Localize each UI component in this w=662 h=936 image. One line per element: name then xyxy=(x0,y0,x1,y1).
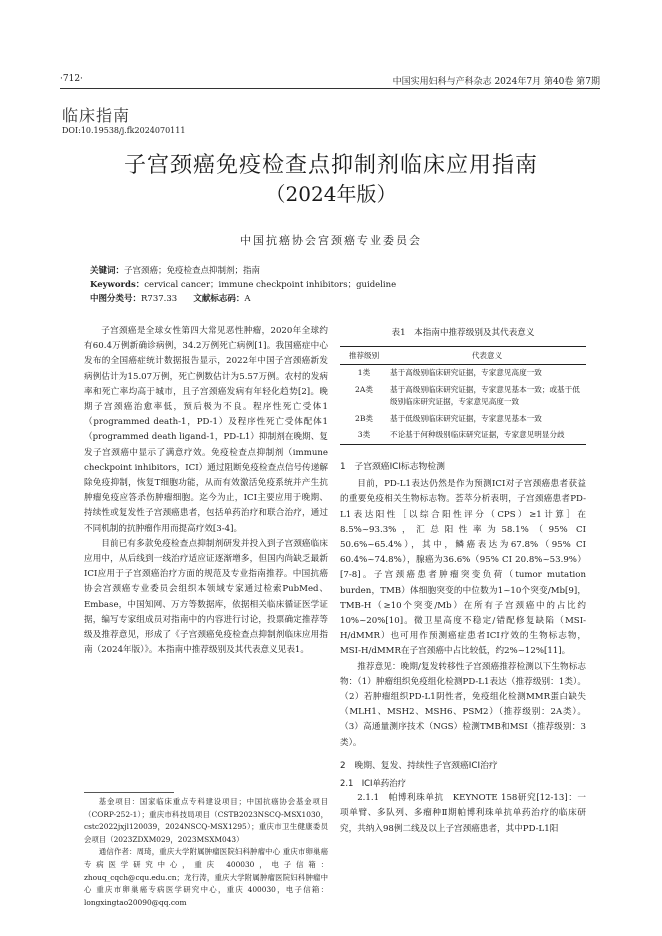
doc-code-label: 文献标志码： xyxy=(193,294,245,304)
keywords-en: cervical cancer；immune checkpoint inhibitors；guideline xyxy=(144,280,397,290)
footnote-rule xyxy=(84,792,174,793)
footnotes xyxy=(84,796,328,909)
paragraph: 目前，PD-L1表达仍然是作为预测ICI对子宫颈癌患者获益的重要免疫相关生物标志物。荟萃分析表明，子宫颈癌患者PD-L1表达阳性［以综合阳性评分（CPS）≥1计算］在8.5%~93.3%，汇总阳性率为58.1%（95% CI 50.6%~65.4%），其中，鳞癌表达为67.8%（95% CI 60.4%~74.8%），腺癌为36.6%（95% CI 20.8%~53.9%）[7-8]。子宫颈癌患者肿瘤突变负荷（tumor mutation burden，TMB）体细胞突变的中位数为1~10个突变/Mb[9]，TMB-H（≥10个突变/Mb）在所有子宫颈癌中的占比约10%~20%[10]。微卫星高度不稳定/错配修复缺陷（MSI-H/dMMR）也可用作预测癌症患者ICI疗效的生物标志物，MSI-H/dMMR在子宫颈癌中占比较低，约2%~12%[11]。 xyxy=(340,479,586,657)
recommendation-table xyxy=(340,346,586,445)
left-column xyxy=(84,324,328,658)
page-number: ·712· xyxy=(60,74,83,84)
table-cell-meaning: 不论基于何种级别临床研究证据，专家意见明显分歧 xyxy=(388,427,586,444)
section-heading-2: 2 晚期、复发、持续性子宫颈癌ICI治疗 xyxy=(340,760,498,771)
right-column xyxy=(340,456,586,837)
doi: DOI:10.19538/j.fk2024070111 xyxy=(62,126,186,135)
title-line-1: 子宫颈癌免疫检查点抑制剂临床应用指南 xyxy=(123,153,538,178)
table-header-meaning: 代表意义 xyxy=(388,347,586,365)
paragraph: 目前已有多款免疫检查点抑制剂研发并投入到子宫颈癌临床应用中，从后线到一线治疗适应证逐渐增多，但国内尚缺乏最新ICI应用于子宫颈癌治疗方面的规范及专业指南推荐。中国抗癌协会宫颈癌专业委员会组织本领域专家通过检索PubMed、Embase，中国知网、万方等数据库，依据相关临床循证医学证据，编写专家组成员对指南中的内容进行讨论，投票确定推荐等级及推荐意见，形成了《子宫颈癌免疫检查点抑制剂临床应用指南（2024年版）》。本指南中推荐级别及其代表意义见表1。 xyxy=(84,538,328,656)
table-cell-grade: 3类 xyxy=(340,427,388,444)
table-cell-meaning: 基于高级别临床研究证据，专家意见基本一致；或基于低级别临床研究证据，专家意见高度一致 xyxy=(390,384,580,406)
clc-label: 中图分类号： xyxy=(90,294,142,304)
table-cell-meaning: 基于高级别临床研究证据，专家意见高度一致 xyxy=(390,368,542,377)
recommendation-paragraph: 推荐意见：晚期/复发转移性子宫颈癌推荐检测以下生物标志物：（1）肿瘤组织免疫组化检测PD-L1表达（推荐级别：1类）。（2）若肿瘤组织PD-L1阴性者，免疫组化检测MMR蛋白缺失（MLH1、MSH2、MSH6、PSM2）（推荐级别：2A类）。（3）高通量测序技术（NGS）检测TMB和MSI（推荐级别：3类）。 xyxy=(340,661,586,748)
table-row xyxy=(340,382,586,411)
table-cell-grade: 1类 xyxy=(357,368,371,377)
table-cell-grade: 2B类 xyxy=(354,413,373,423)
header-rule xyxy=(60,88,600,89)
table-row xyxy=(340,411,586,428)
doc-code-value: A xyxy=(244,294,251,304)
table-header-grade: 推荐级别 xyxy=(340,347,388,365)
funding-note: 基金项目：国家临床重点专科建设项目；中国抗癌协会基金项目（CORP-252-1）；重庆市科技局项目（CSTB2023NSCQ-MSX1030，cstc2022jxjl120039，2024NSCQ-MSX1295）；重庆市卫生健康委员会项目（2023ZDXM029，2023MSXM043） xyxy=(84,797,328,844)
keywords-cn-label: 关键词： xyxy=(90,266,125,276)
section-heading-1: 1 子宫颈癌ICI标志物检测 xyxy=(340,462,445,472)
clc-value: R737.33 xyxy=(141,294,178,304)
keywords-en-label: Keywords： xyxy=(90,280,145,290)
section-label: 临床指南 xyxy=(62,106,131,125)
table-cell-grade: 2A类 xyxy=(355,384,373,394)
keywords-block xyxy=(90,264,396,306)
subsection-heading: 2.1 ICI单药治疗 xyxy=(340,778,406,789)
keywords-cn: 子宫颈癌；免疫检查点抑制剂；指南 xyxy=(124,266,261,276)
paragraph: 2.1.1 帕博利珠单抗 KEYNOTE 158研究[12-13]：一项单臂、多队列、多瘤种Ⅱ期帕博利珠单抗单药治疗的临床研究，共纳入98例二线及以上子宫颈癌患者，其中PD-L1阳 xyxy=(340,793,586,834)
corresponding-author-note: 通信作者：周琦，重庆大学附属肿瘤医院妇科肿瘤中心 重庆市卵巢癌专病医学研究中心，重庆 400030，电子信箱：zhouq_cqch@cqu.edu.cn；龙行涛，重庆大学附属肿瘤医院妇科肿瘤中心 重庆市卵巢癌专病医学研究中心，重庆 400030，电子信箱：longxingtao20090@qq.com xyxy=(84,847,328,907)
title-line-2: （2024年版） xyxy=(265,182,397,206)
table-row xyxy=(340,427,586,444)
authors: 中国抗癌协会宫颈癌专业委员会 xyxy=(240,234,422,247)
table-cell-meaning: 基于低级别临床研究证据，专家意见基本一致 xyxy=(390,413,542,423)
table-row xyxy=(340,365,586,382)
table-title: 表1 本指南中推荐级别及其代表意义 xyxy=(391,328,535,338)
paragraph: 子宫颈癌是全球女性第四大常见恶性肿瘤，2020年全球约有60.4万例新确诊病例，34.2万例死亡病例[1]。我国癌症中心发布的全国癌症统计数据报告显示，2022年中国子宫颈癌新发病例估计为15.07万例，死亡例数估计为5.57万例。农村的发病率和死亡率均高于城市，且子宫颈癌发病有年轻化趋势[2]。晚期子宫颈癌治愈率低，预后极为不良。程序性死亡受体1（programmed death-1，PD-1）及程序性死亡受体配体1（programmed death ligand-1，PD-L1）抑制剂在晚期、复发子宫颈癌中显示了满意疗效。免疫检查点抑制剂（immune checkpoint inhibitors，ICI）通过阻断免疫检查点信号传递解除免疫抑制，恢复T细胞功能，从而有效激活免疫系统并产生抗肿瘤免疫应答杀伤肿瘤细胞。迄今为止，ICI主要应用于晚期、持续性或复发性子宫颈癌患者，包括单药治疗和联合治疗，通过不同机制的抗肿瘤作用而提高疗效[3-4]。 xyxy=(84,326,328,534)
journal-header: 中国实用妇科与产科杂志 2024年7月 第40卷 第7期 xyxy=(392,77,600,87)
